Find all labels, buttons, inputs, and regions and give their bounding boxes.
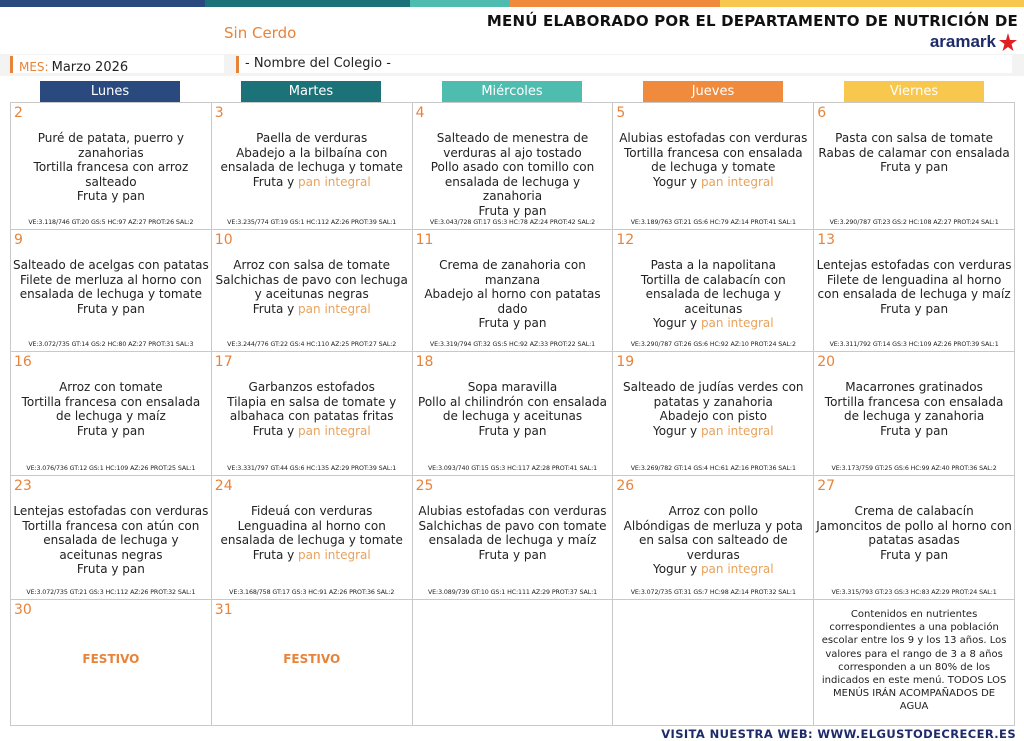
- menu-dish: Tortilla francesa con ensalada de lechuga y maíz: [21, 394, 201, 423]
- menu-dish: Fideuá con verduras: [250, 504, 373, 518]
- day-cell: [10, 351, 212, 476]
- integral-bread-text: pan integral: [700, 174, 774, 189]
- nutrition-values: VE:3.072/735 GT:14 GS:2 HC:80 AZ:27 PROT:31 SAL:3: [28, 341, 194, 348]
- day-cell: [10, 102, 212, 230]
- day-menu: [816, 380, 1012, 438]
- menu-dish: Fruta y pan: [478, 423, 547, 438]
- nutrition-values: VE:3.331/797 GT:44 GS:6 HC:135 AZ:29 PROT:39 SAL:1: [227, 465, 397, 472]
- nutrition-values: VE:3.076/736 GT:12 GS:1 HC:109 AZ:26 PROT:25 SAL:1: [26, 465, 196, 472]
- day-menu: [615, 504, 811, 577]
- day-cell: [211, 351, 413, 476]
- day-number: 10: [214, 232, 233, 248]
- day-cell: [412, 351, 614, 476]
- menu-dessert: [615, 316, 811, 331]
- day-number: 13: [817, 232, 836, 248]
- menu-dish: Fruta y pan: [76, 562, 145, 576]
- menu-dish: Tilapia en salsa de tomate y albahaca con patatas fritas: [227, 394, 397, 423]
- menu-dessert: [214, 424, 410, 439]
- menu-dish: Crema de calabacín: [854, 504, 974, 518]
- menu-dish: Garbanzos estofados: [248, 380, 375, 394]
- day-number: 2: [14, 105, 23, 121]
- nutrition-values: VE:3.311/792 GT:14 GS:3 HC:109 AZ:26 PROT:39 SAL:1: [829, 341, 999, 348]
- day-menu: [214, 380, 410, 438]
- website-footer: VISITA NUESTRA WEB: WWW.ELGUSTODECRECER.ES: [661, 727, 1016, 741]
- menu-dish: Abadejo al horno con patatas dado: [424, 287, 601, 316]
- day-number: 5: [616, 105, 626, 121]
- integral-bread-text: pan integral: [298, 547, 371, 562]
- menu-dish: Pasta a la napolitana: [650, 258, 777, 272]
- day-cell: [10, 229, 212, 352]
- menu-dish: Salteado de menestra de verduras al ajo tostado: [436, 131, 589, 160]
- menu-dish: Fruta y pan: [478, 547, 547, 562]
- day-menu: [214, 258, 410, 316]
- day-cell: [813, 102, 1015, 230]
- nutrition-values: VE:3.269/782 GT:14 GS:4 HC:61 AZ:16 PROT:36 SAL:1: [630, 465, 796, 472]
- day-menu: [214, 504, 410, 562]
- day-menu: [615, 258, 811, 331]
- integral-bread-text: pan integral: [700, 316, 774, 330]
- nutrition-values: VE:3.244/776 GT:22 GS:4 HC:110 AZ:25 PROT:27 SAL:2: [227, 341, 397, 348]
- dessert-text: Yogur y: [652, 423, 701, 438]
- nutrition-values: VE:3.315/793 GT:23 GS:3 HC:83 AZ:29 PROT:24 SAL:1: [831, 589, 997, 596]
- menu-dish: Rabas de calamar con ensalada: [818, 145, 1010, 160]
- day-header-lunes: Lunes: [40, 81, 180, 102]
- menu-dish: Fruta y pan: [76, 189, 145, 203]
- menu-dish: Fruta y pan: [478, 203, 547, 218]
- day-menu: [816, 258, 1012, 316]
- day-number: 12: [616, 232, 635, 248]
- nutrition-values: VE:3.235/774 GT:19 GS:1 HC:112 AZ:26 PROT:39 SAL:1: [227, 219, 397, 226]
- menu-dish: Crema de zanahoria con manzana: [439, 258, 586, 287]
- menu-dish: Arroz con salsa de tomate: [233, 258, 391, 272]
- day-header-miercoles: Miércoles: [442, 81, 582, 102]
- nutrition-values: VE:3.072/735 GT:21 GS:3 HC:112 AZ:26 PROT:32 SAL:1: [26, 589, 196, 596]
- day-menu: [13, 258, 209, 316]
- day-cell: [612, 229, 814, 352]
- day-cell: [412, 102, 614, 230]
- school-name-field: - Nombre del Colegio -: [236, 56, 1012, 73]
- day-menu: [415, 380, 611, 438]
- star-logo-icon: [998, 32, 1018, 52]
- menu-dish: Fruta y pan: [478, 316, 547, 330]
- day-menu: [214, 131, 410, 189]
- day-menu: [415, 504, 611, 562]
- day-cell: [412, 229, 614, 352]
- integral-bread-text: pan integral: [298, 423, 371, 438]
- day-cell: [612, 102, 814, 230]
- nutrition-values: VE:3.168/758 GT:17 GS:3 HC:91 AZ:26 PROT:36 SAL:2: [229, 589, 395, 596]
- day-cell: [412, 475, 614, 600]
- day-number: 24: [214, 478, 233, 494]
- day-number: 4: [415, 105, 425, 121]
- holiday-label: FESTIVO: [283, 652, 341, 666]
- day-number: 25: [415, 478, 434, 494]
- day-header-martes: Martes: [241, 81, 381, 102]
- day-number: 9: [14, 232, 23, 248]
- dessert-text: Yogur y: [652, 562, 701, 576]
- menu-dish: Paella de verduras: [256, 131, 368, 145]
- menu-dessert: [615, 562, 811, 577]
- menu-calendar-grid: [10, 102, 1014, 725]
- day-cell: [612, 599, 814, 726]
- menu-dish: Jamoncitos de pollo al horno con patatas asadas: [816, 518, 1012, 547]
- top-color-bar: [0, 0, 1024, 7]
- logo-text: aramark: [929, 32, 996, 51]
- aramark-logo: [930, 30, 1018, 54]
- integral-bread-text: pan integral: [298, 174, 371, 189]
- menu-dessert: [214, 302, 410, 317]
- day-cell: [10, 599, 212, 726]
- dessert-text: Yogur y: [652, 174, 701, 189]
- menu-dish: Arroz con pollo: [668, 504, 758, 518]
- menu-dish: Tortilla francesa con atún con ensalada de lechuga y aceitunas negras: [22, 518, 200, 562]
- nutrition-values: VE:3.173/759 GT:25 GS:6 HC:99 AZ:40 PROT:36 SAL:2: [831, 465, 997, 472]
- day-cell: [813, 599, 1015, 726]
- menu-dish: Filete de merluza al horno con ensalada de lechuga y tomate: [19, 272, 203, 301]
- nutrition-values: VE:3.290/787 GT:26 GS:6 HC:92 AZ:10 PROT:24 SAL:2: [630, 341, 796, 348]
- menu-dish: Salchichas de pavo con tomate ensalada de lechuga y maíz: [418, 518, 607, 547]
- menu-dish: Lentejas estofadas con verduras: [13, 504, 209, 518]
- day-number: 26: [616, 478, 635, 494]
- day-number: 19: [616, 354, 635, 370]
- dessert-text: Fruta y: [252, 174, 299, 189]
- day-cell: [813, 351, 1015, 476]
- day-cell: [10, 475, 212, 600]
- day-cell: [211, 229, 413, 352]
- menu-dish: Tortilla de calabacín con ensalada de lechuga y aceitunas: [640, 272, 786, 316]
- day-number: 23: [14, 478, 32, 494]
- day-cell: [813, 475, 1015, 600]
- menu-dish: Abadejo con pisto: [659, 409, 767, 423]
- menu-dish: Salteado de acelgas con patatas: [13, 258, 209, 272]
- menu-dish: Lenguadina al horno con ensalada de lechuga y tomate: [220, 518, 403, 547]
- day-menu: [13, 131, 209, 204]
- day-header-jueves: Jueves: [643, 81, 783, 102]
- menu-dish: Abadejo a la bilbaína con ensalada de lechuga y tomate: [220, 145, 403, 174]
- day-number: 6: [817, 105, 827, 121]
- day-cell: [211, 102, 413, 230]
- nutrition-values: VE:3.093/740 GT:15 GS:3 HC:117 AZ:28 PROT:41 SAL:1: [427, 465, 598, 472]
- nutrition-values: VE:3.089/739 GT:10 GS:1 HC:111 AZ:29 PROT:37 SAL:1: [427, 589, 598, 596]
- menu-dish: Lentejas estofadas con verduras: [816, 258, 1012, 272]
- menu-dish: Filete de lenguadina al horno con ensalada de lechuga y maíz: [817, 272, 1011, 301]
- integral-bread-text: pan integral: [700, 423, 774, 438]
- menu-dish: Salteado de judías verdes con patatas y zanahoria: [623, 380, 804, 409]
- day-cell: [412, 599, 614, 726]
- dessert-text: Fruta y: [252, 301, 299, 316]
- dessert-text: Yogur y: [652, 316, 701, 330]
- day-cell: [813, 229, 1015, 352]
- menu-dish: Pollo al chilindrón con ensalada de lechuga y aceitunas: [418, 394, 607, 423]
- menu-dish: Tortilla francesa con arroz salteado: [33, 160, 189, 189]
- menu-dish: Fruta y pan: [880, 301, 949, 316]
- menu-dish: Fruta y pan: [76, 423, 145, 438]
- day-menu: [615, 380, 811, 438]
- nutrition-values: VE:3.118/746 GT:20 GS:5 HC:97 AZ:27 PROT:26 SAL:2: [28, 219, 194, 226]
- day-number: 18: [415, 354, 434, 370]
- menu-dish: Tortilla francesa con ensalada de lechuga y zanahoria: [824, 394, 1004, 423]
- day-header-viernes: Viernes: [844, 81, 984, 102]
- menu-dish: Puré de patata, puerro y zanahorias: [37, 131, 185, 160]
- day-number: 31: [214, 602, 233, 618]
- month-field: [10, 56, 224, 73]
- nutrition-values: VE:3.043/728 GT:17 GS:3 HC:78 AZ:24 PROT:42 SAL:2: [429, 219, 596, 226]
- menu-dish: Sopa maravilla: [467, 380, 558, 394]
- menu-dish: Fruta y pan: [76, 301, 145, 316]
- menu-dessert: [615, 175, 811, 190]
- day-cell: [612, 475, 814, 600]
- day-menu: [816, 504, 1012, 562]
- integral-bread-text: pan integral: [700, 562, 774, 576]
- month-value: Marzo 2026: [51, 60, 129, 75]
- dessert-text: Fruta y: [252, 423, 299, 438]
- menu-dish: Fruta y pan: [880, 160, 949, 174]
- page-title: MENÚ ELABORADO POR EL DEPARTAMENTO DE NUTRICIÓN DE: [486, 12, 1018, 30]
- day-number: 16: [14, 354, 32, 370]
- day-number: 27: [817, 478, 836, 494]
- nutrition-values: VE:3.290/787 GT:23 GS:2 HC:108 AZ:27 PROT:24 SAL:1: [829, 219, 999, 226]
- day-number: 3: [214, 105, 224, 121]
- nutrition-note: Contenidos en nutrientes correspondientes a una población escolar entre los 9 y los 13 años. Los valores para el rango de 3 a 8 años corresponden a un 80% de los indicados en este menú. TODOS LOS MENÚS IRÁN ACOMPAÑADOS DE AGUA: [821, 609, 1007, 713]
- menu-dish: Alubias estofadas con verduras: [418, 504, 607, 518]
- day-cell: [211, 475, 413, 600]
- day-number: 17: [214, 354, 233, 370]
- dessert-text: Fruta y: [252, 547, 299, 562]
- day-menu: [415, 131, 611, 218]
- integral-bread-text: pan integral: [298, 301, 371, 316]
- day-number: 11: [415, 232, 434, 248]
- menu-dish: Pollo asado con tomillo con ensalada de lechuga y zanahoria: [430, 160, 595, 203]
- menu-subtitle: Sin Cerdo: [224, 24, 297, 42]
- menu-dish: Tortilla francesa con ensalada de lechuga y tomate: [624, 145, 803, 174]
- menu-dessert: [615, 424, 811, 439]
- menu-dish: Pasta con salsa de tomate: [835, 131, 994, 145]
- holiday-label: FESTIVO: [82, 652, 140, 666]
- menu-dish: Salchichas de pavo con lechuga y aceitunas negras: [215, 272, 408, 301]
- day-cell: [211, 599, 413, 726]
- nutrition-values: VE:3.072/735 GT:31 GS:7 HC:98 AZ:14 PROT:32 SAL:1: [630, 589, 796, 596]
- menu-dish: Alubias estofadas con verduras: [619, 131, 808, 145]
- menu-dish: Fruta y pan: [880, 423, 949, 438]
- menu-dish: Albóndigas de merluza y pota en salsa con salteado de verduras: [623, 518, 803, 562]
- day-number: 30: [14, 602, 32, 618]
- menu-dish: Fruta y pan: [880, 547, 949, 562]
- day-menu: [415, 258, 611, 331]
- day-menu: [13, 504, 209, 577]
- menu-dish: Macarrones gratinados: [845, 380, 983, 394]
- day-menu: [615, 131, 811, 189]
- nutrition-values: VE:3.189/763 GT:21 GS:6 HC:79 AZ:14 PROT:41 SAL:1: [630, 219, 796, 226]
- day-cell: [612, 351, 814, 476]
- menu-dish: Arroz con tomate: [59, 380, 163, 394]
- nutrition-values: VE:3.319/794 GT:32 GS:5 HC:92 AZ:33 PROT:22 SAL:1: [429, 341, 596, 348]
- day-number: 20: [817, 354, 836, 370]
- day-menu: [13, 380, 209, 438]
- month-label: MES:: [19, 60, 49, 74]
- menu-dessert: [214, 548, 410, 563]
- day-menu: [816, 131, 1012, 175]
- menu-dessert: [214, 175, 410, 190]
